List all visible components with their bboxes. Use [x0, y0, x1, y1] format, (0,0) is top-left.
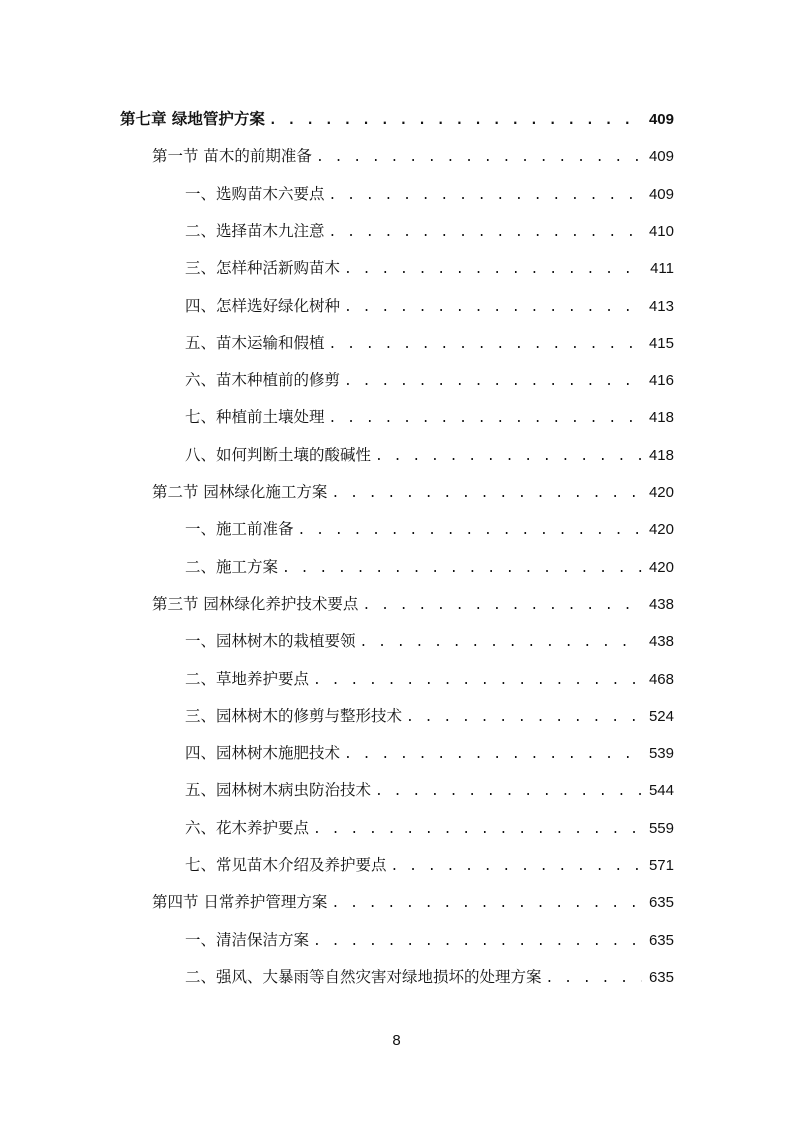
toc-leader-dots — [331, 892, 642, 916]
toc-leader-dots — [331, 482, 642, 506]
toc-entry-page: 409 — [648, 111, 674, 128]
toc-entry-page: 411 — [650, 260, 674, 277]
toc-entry-page: 539 — [648, 745, 674, 762]
toc-entry-page: 420 — [648, 559, 674, 576]
toc-entry-page: 635 — [648, 969, 674, 986]
toc-entry-title: 第一节 苗木的前期准备 — [152, 147, 312, 165]
page-number: 8 — [392, 1032, 401, 1049]
toc-entry-title: 一、施工前准备 — [185, 520, 294, 538]
toc-entry-title: 六、花木养护要点 — [185, 819, 310, 837]
toc-entry-title: 七、种植前土壤处理 — [185, 408, 325, 426]
toc-leader-dots — [362, 594, 642, 618]
toc-leader-dots — [344, 370, 642, 394]
toc-leader-dots — [360, 631, 642, 655]
toc-entry-page: 420 — [648, 484, 674, 501]
toc-subsection-entry[interactable] — [185, 965, 674, 989]
toc-subsection-entry[interactable] — [185, 555, 674, 579]
toc-entry-page: 438 — [648, 633, 674, 650]
toc-entry-page: 544 — [648, 782, 674, 799]
toc-entry-title: 二、施工方案 — [185, 558, 279, 576]
toc-subsection-entry[interactable] — [185, 629, 674, 653]
toc-leader-dots — [406, 706, 642, 730]
toc-subsection-entry[interactable] — [185, 256, 674, 280]
toc-subsection-entry[interactable] — [185, 219, 674, 243]
toc-entry-page: 559 — [648, 820, 674, 837]
toc-subsection-entry[interactable] — [185, 405, 674, 429]
toc-subsection-entry[interactable] — [185, 928, 674, 952]
toc-section-entry[interactable] — [152, 890, 674, 914]
toc-entry-title: 三、园林树木的修剪与整形技术 — [185, 707, 403, 725]
toc-entry-title: 八、如何判断土壤的酸碱性 — [185, 446, 372, 464]
toc-subsection-entry[interactable] — [185, 853, 674, 877]
toc-entry-page: 418 — [648, 409, 674, 426]
toc-leader-dots — [344, 296, 642, 320]
toc-entry-title: 一、清洁保洁方案 — [185, 931, 310, 949]
toc-section-entry[interactable] — [152, 480, 674, 504]
toc-entry-page: 409 — [648, 148, 674, 165]
toc-entry-title: 第四节 日常养护管理方案 — [152, 893, 328, 911]
toc-entry-page: 415 — [648, 335, 674, 352]
toc-entry-title: 七、常见苗木介绍及养护要点 — [185, 856, 387, 874]
toc-entry-page: 524 — [648, 708, 674, 725]
toc-leader-dots — [329, 184, 642, 208]
toc-subsection-entry[interactable] — [185, 667, 674, 691]
toc-leader-dots — [391, 855, 642, 879]
toc-entry-title: 第二节 园林绿化施工方案 — [152, 483, 328, 501]
toc-entry-title: 五、园林树木病虫防治技术 — [185, 781, 372, 799]
toc-leader-dots — [313, 818, 642, 842]
toc-section-entry[interactable] — [152, 144, 674, 168]
toc-entry-title: 四、园林树木施肥技术 — [185, 744, 341, 762]
toc-entry-title: 一、选购苗木六要点 — [185, 185, 325, 203]
toc-entry-title: 四、怎样选好绿化树种 — [185, 297, 341, 315]
toc-leader-dots — [344, 743, 642, 767]
toc-subsection-entry[interactable] — [185, 443, 674, 467]
toc-entry-title: 二、强风、大暴雨等自然灾害对绿地损坏的处理方案 — [185, 968, 542, 986]
toc-entry-page: 635 — [648, 932, 674, 949]
toc-leader-dots — [375, 445, 642, 469]
toc-leader-dots — [329, 333, 642, 357]
toc-subsection-entry[interactable] — [185, 182, 674, 206]
toc-leader-dots — [316, 146, 642, 170]
toc-entry-page: 635 — [648, 894, 674, 911]
toc-subsection-entry[interactable] — [185, 331, 674, 355]
toc-entry-title: 二、选择苗木九注意 — [185, 222, 325, 240]
toc-leader-dots — [313, 930, 642, 954]
toc-subsection-entry[interactable] — [185, 517, 674, 541]
toc-subsection-entry[interactable] — [185, 294, 674, 318]
toc-section-entry[interactable] — [152, 592, 674, 616]
toc-entry-title: 第七章 绿地管护方案 — [120, 109, 265, 128]
toc-subsection-entry[interactable] — [185, 816, 674, 840]
toc-leader-dots — [282, 557, 642, 581]
toc-entry-page: 571 — [648, 857, 674, 874]
toc-leader-dots — [344, 258, 642, 282]
toc-leader-dots — [375, 780, 642, 804]
toc-leader-dots — [329, 407, 642, 431]
toc-entry-title: 一、园林树木的栽植要领 — [185, 632, 356, 650]
toc-leader-dots — [329, 221, 642, 245]
toc-subsection-entry[interactable] — [185, 368, 674, 392]
toc-entry-title: 二、草地养护要点 — [185, 670, 310, 688]
toc-entry-page: 413 — [648, 298, 674, 315]
toc-subsection-entry[interactable] — [185, 741, 674, 765]
toc-leader-dots — [298, 519, 642, 543]
toc-entry-page: 416 — [648, 372, 674, 389]
toc-entry-title: 三、怎样种活新购苗木 — [185, 259, 341, 277]
toc-subsection-entry[interactable] — [185, 778, 674, 802]
toc-entry-title: 五、苗木运输和假植 — [185, 334, 325, 352]
toc-entry-page: 410 — [648, 223, 674, 240]
toc-entry-page: 420 — [648, 521, 674, 538]
toc-leader-dots — [313, 669, 642, 693]
toc-entry-title: 六、苗木种植前的修剪 — [185, 371, 341, 389]
toc-leader-dots — [269, 109, 642, 133]
toc-leader-dots — [546, 967, 642, 991]
toc-entry-page: 418 — [648, 447, 674, 464]
toc-subsection-entry[interactable] — [185, 704, 674, 728]
toc-entry-page: 438 — [648, 596, 674, 613]
toc-entry-title: 第三节 园林绿化养护技术要点 — [152, 595, 359, 613]
toc-entry-page: 468 — [648, 671, 674, 688]
toc-chapter-entry[interactable] — [120, 107, 674, 131]
toc-entry-page: 409 — [648, 186, 674, 203]
